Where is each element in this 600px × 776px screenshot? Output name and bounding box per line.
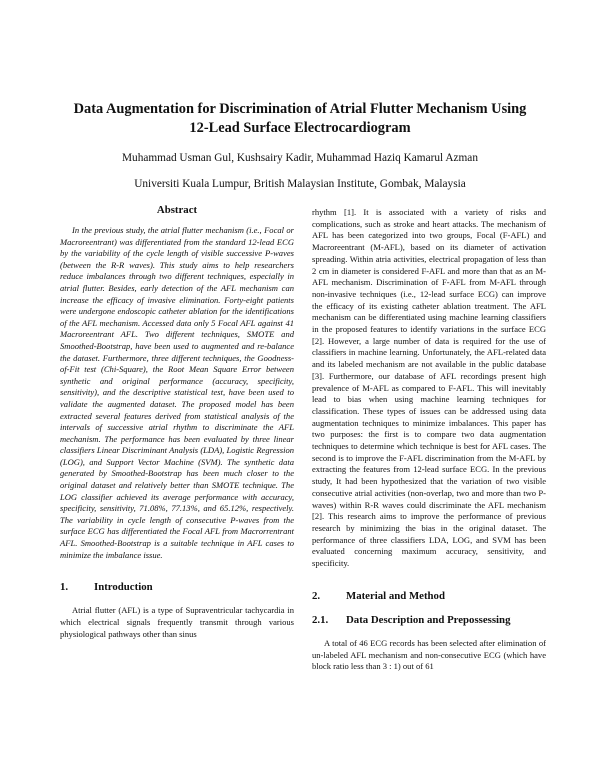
introduction-paragraph-continued: rhythm [1]. It is associated with a variety of risks and complications, such as stroke and heart attacks. The mechanism of AFL has been categorized into two groups, Focal (F-AFL) and Macroreentrant (M-AFL), based on its diameter of activation spreading. Within atria activities, electrical propagation of less than 2 cm in diameter is considered F-AFL and more than that as an M-AFL mechanism. Discrimination of F-AFL from M-AFL through non-invasive techniques (i.e., 12-lead surface ECG) can improve the efficacy of its existing catheter ablation treatment. The AFL mechanism can be differentiated using machine learning classifiers in the proposed features to identify variations in the surface ECG [2]. However, a large number of data is required for the use of classifiers in machine learning. Unfortunately, the AFL-related data and its labeled mechanism are not available in the public database [3]. Furthermore, our database of AFL recordings present high prevalence of M-AFL as compared to F-AFL. This will inevitably lead to bias when using machine learning techniques for classification. These types of issues can be addressed using data augmentation techniques to minimize imbalances. This paper has two purposes: the first is to compare two data augmentation techniques to determine which technique is best for AFL cases. The second is to improve the F-AFL discrimination from the M-AFL by extracting the features from 12-lead surface ECG. In the previous study, It had been hypothesized that the variation of two visible consecutive atrial activities (non-overlap, two and more than two P-waves) within R-R waves could discriminate the AFL mechanism [2]. This research aims to improve the performance of previous research by minimizing the bias in the original dataset. The performance of three classifiers LDA, LOG, and SVM has been evaluated concerning maximum accuracy, sensitivity, and specificity. (312, 207, 546, 569)
paper-title (60, 100, 540, 138)
section-heading-material-method (312, 590, 546, 602)
right-column (312, 204, 546, 673)
section-heading-introduction (60, 581, 294, 593)
introduction-paragraph-start: Atrial flutter (AFL) is a type of Supraventricular tachycardia in which electrical signals frequently transmit through various physiological pathways other than sinus (60, 605, 294, 639)
abstract-text: In the previous study, the atrial flutter mechanism (i.e., Focal or Macroreentrant) was differentiated from the standard 12-lead ECG by the variability of the cycle length of visible successive P-waves (between the R-R waves). This study aims to help researchers reduce imbalances through two different techniques, especially in atrial flutter. Besides, early detection of the AFL mechanism can increase the efficacy of invasive elimination. Forty-eight patients were undergone endoscopic catheter ablation for the identifications of the AFL mechanism. Accessed data only 5 Focal AFL against 41 Macroreentrant AFL. Two different techniques, SMOTE and Smoothed-Bootstrap, have been used to augmented and re-balance the dataset. Furthermore, three different techniques, the Goodness-of-Fit test (Chi-Square), the Root Mean Square Error between synthetic and original performance (accuracy, specificity, sensitivity), and the descriptive statistical test, have been used to validate the augmented dataset. The proposed model has been extracted several features derived from statistical analysis of the intervals of successive atrial rhythm to discriminate the AFL mechanism. The performance has been evaluated by three linear classifiers Linear Discriminant Analysis (LDA), Logistic Regression (LOG), and Support Vector Machine (SVM). The synthetic data generated by Smoothed-Bootstrap has been much closer to the original dataset and relatively better than SMOTE technique. The LOG classifier achieved its average performance with accuracy, specificity, sensitivity, 71.08%, 77.13%, and 65.12%, respectively. The variability in cycle length of consecutive P-waves from the surface ECG has differentiated the Focal AFL from Macrorrentrant AFL. Smoothed-Bootstrap is a suitable technique in AFL cases to minimize the imbalance issue. (60, 225, 294, 560)
title-line-2: 12-Lead Surface Electrocardiogram (189, 120, 411, 136)
affiliation: Universiti Kuala Lumpur, British Malaysian Institute, Gombak, Malaysia (134, 178, 466, 190)
subsection-number: 2.1. (312, 613, 329, 626)
subsection-title: Data Description and Prepossessing (346, 613, 511, 626)
title-line-1: Data Augmentation for Discrimination of Atrial Flutter Mechanism Using (73, 101, 527, 117)
section-title: Material and Method (346, 589, 445, 602)
data-description-paragraph: A total of 46 ECG records has been selected after elimination of un-labeled AFL mechanism and non-consecutive ECG (which have block ratio less than 3 : 1) out of 61 (312, 637, 546, 672)
author-list: Muhammad Usman Gul, Kushsairy Kadir, Muhammad Haziq Kamarul Azman (122, 152, 478, 164)
section-title: Introduction (94, 581, 153, 594)
section-number: 1. (60, 581, 69, 594)
subsection-heading-data-description (312, 614, 546, 626)
section-number: 2. (312, 589, 321, 602)
left-column (60, 204, 294, 640)
abstract-heading: Abstract (156, 204, 198, 216)
